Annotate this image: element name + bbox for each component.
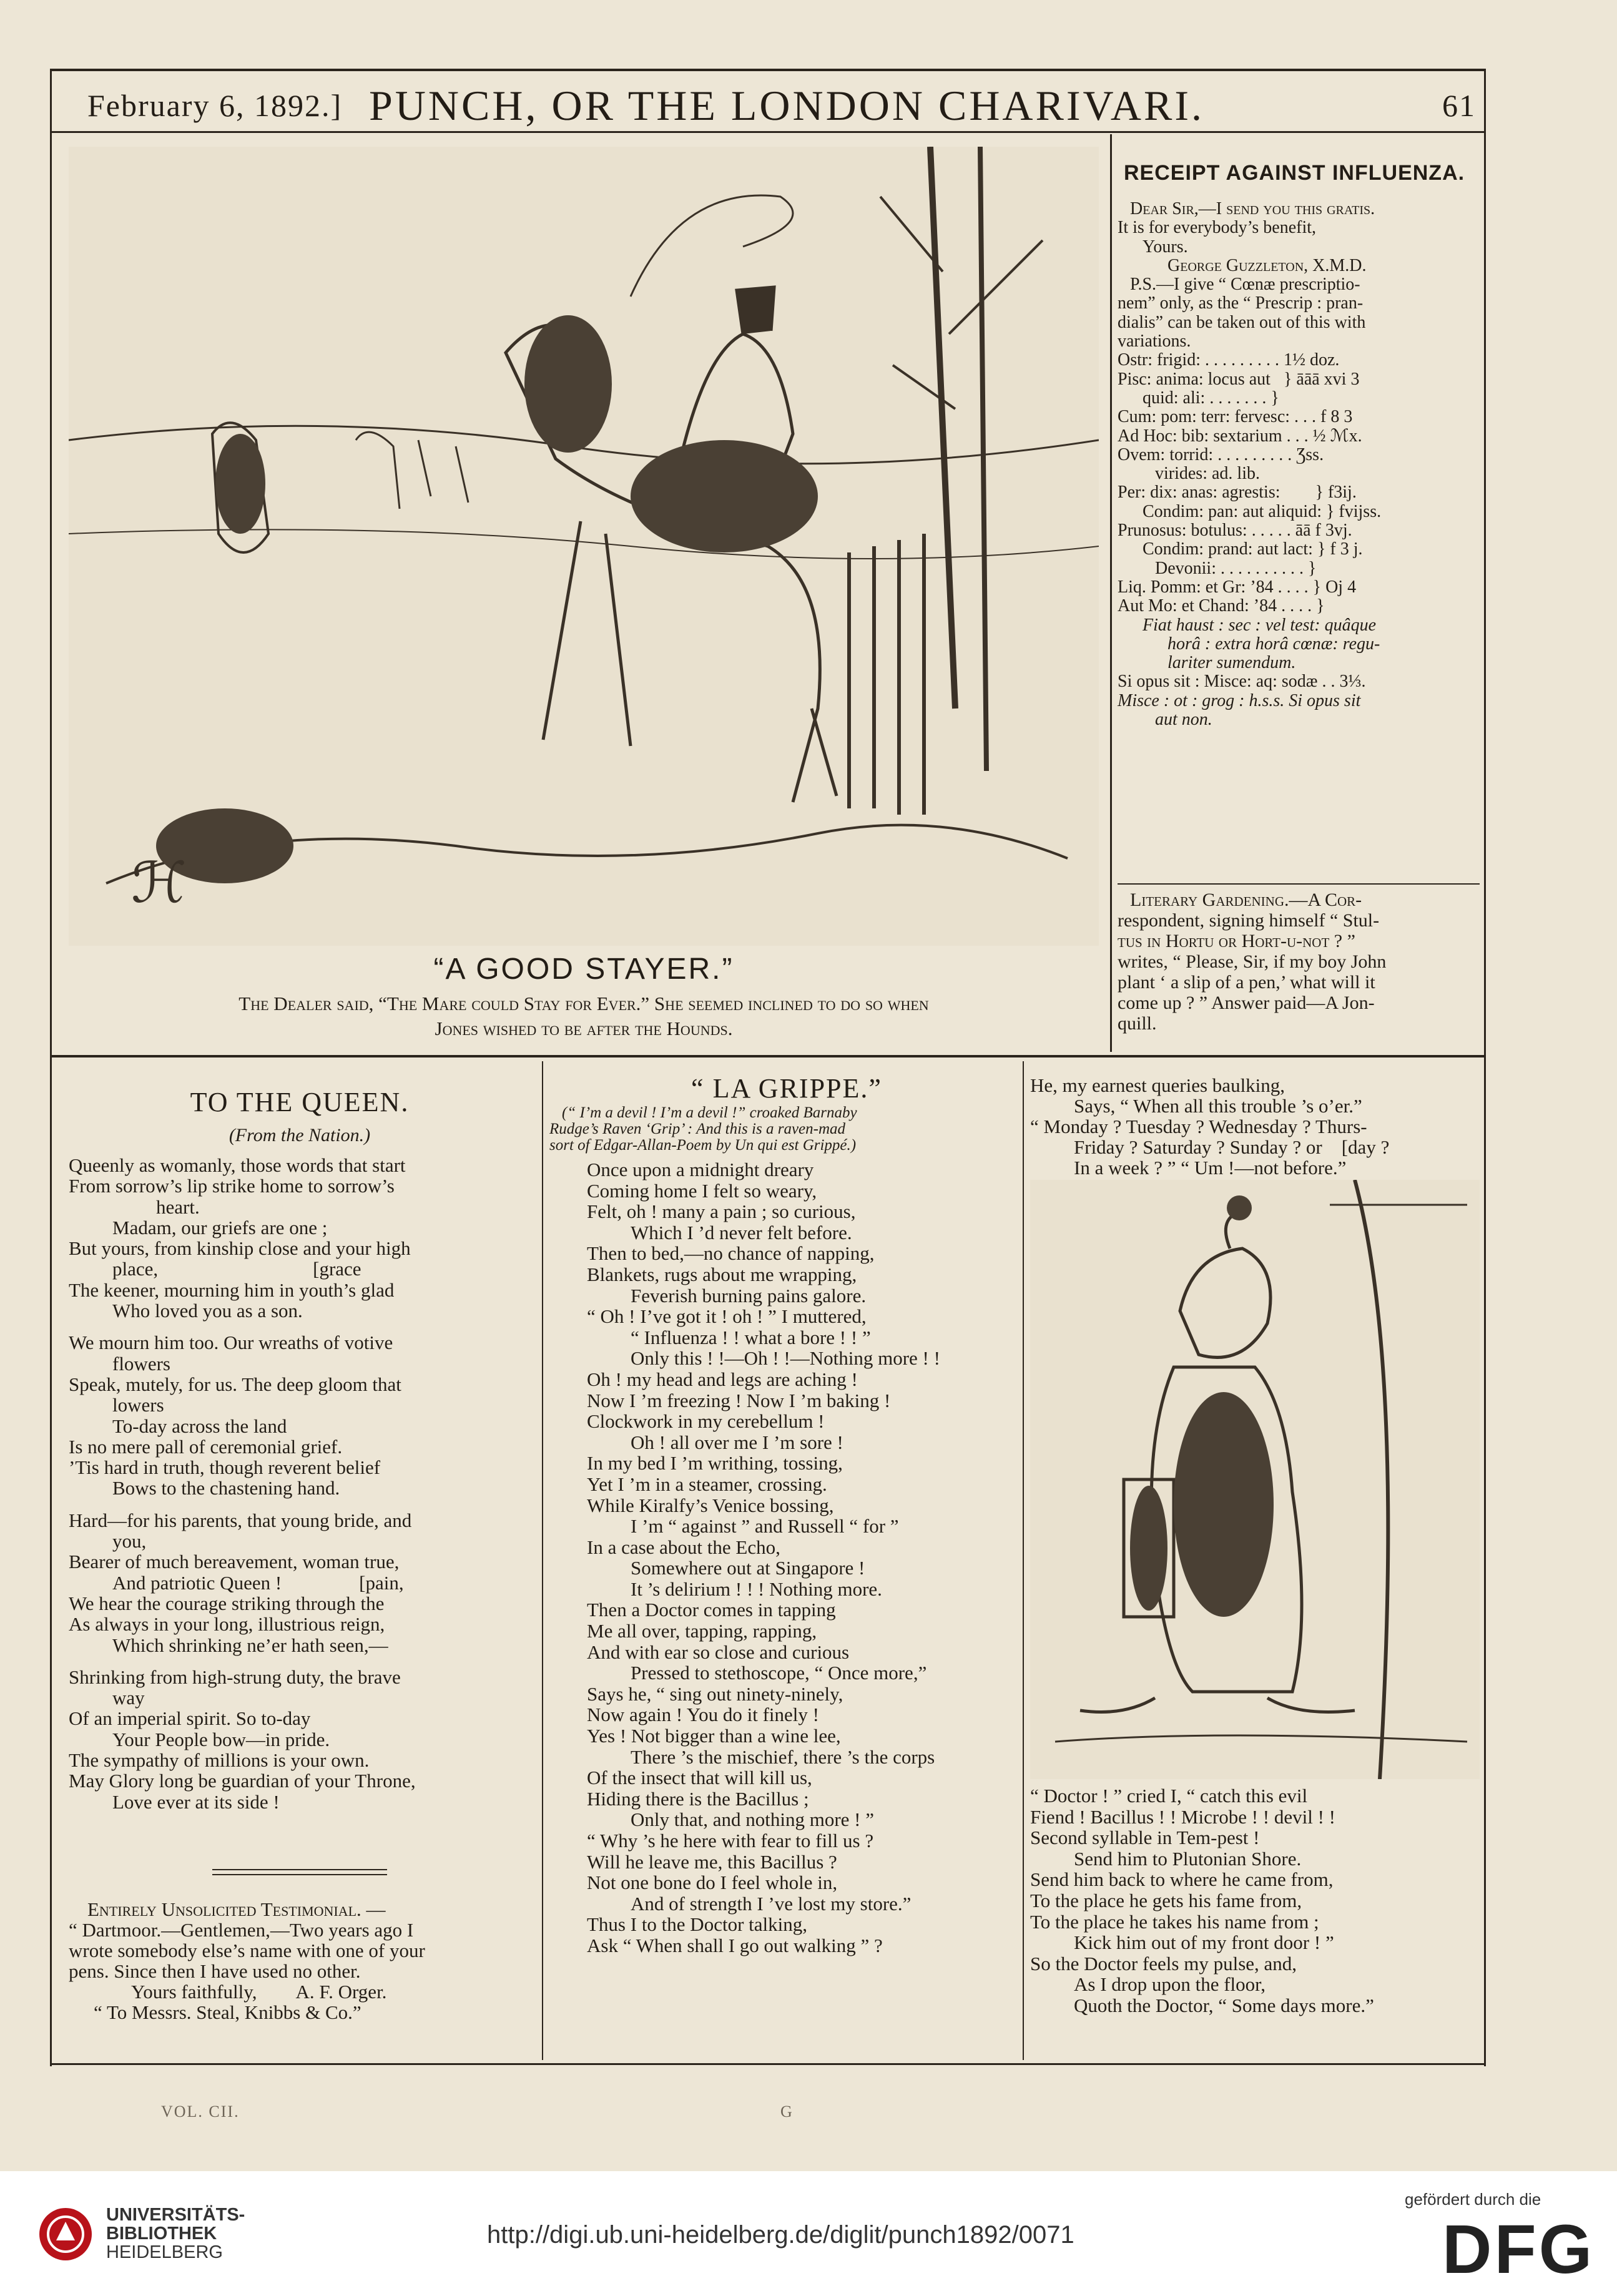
dfg-logo: DFG — [1442, 2211, 1595, 2288]
poem-line: It ’s delirium ! ! ! Nothing more. — [631, 1577, 882, 1600]
poem-line: Then a Doctor comes in tapping — [587, 1599, 836, 1621]
poem-line: Hard—for his parents, that young bride, and — [69, 1509, 412, 1531]
poem-line: Second syllable in Tem-pest ! — [1030, 1827, 1260, 1849]
library-name-line: UNIVERSITÄTS- — [106, 2205, 245, 2225]
poem-line: Once upon a midnight dreary — [587, 1159, 814, 1180]
grippe-continued-bottom — [1030, 1785, 1480, 2016]
testimonial-line: pens. Since then I have used no other. — [69, 1960, 361, 1982]
poem-line: Of an imperial spirit. So to-day — [69, 1707, 311, 1730]
poem-line: you, — [112, 1530, 147, 1553]
poem-line: In a week ? ” “ Um !—not before.” — [1074, 1157, 1347, 1179]
epigraph-line: sort of Edgar-Allan-Poem by Un qui est Grippé.) — [549, 1137, 857, 1154]
receipt-line: virides: ad. lib. — [1155, 464, 1260, 484]
receipt-line: Si opus sit : Misce: aq: sodæ . . 3⅓. — [1118, 672, 1366, 692]
receipt-line: Fiat haust : sec : vel test: quâque — [1143, 615, 1377, 635]
receipt-line: Ad Hoc: bib: sextarium . . . ½ ℳx. — [1118, 426, 1362, 446]
poem-line: “ Why ’s he here with fear to fill us ? — [587, 1830, 874, 1852]
literary-line: Literary Gardening.—A Cor- — [1130, 890, 1362, 910]
right-border — [1484, 69, 1486, 2066]
poem-line: Now again ! You do it finely ! — [587, 1704, 819, 1726]
poem-line: Yes ! Not bigger than a wine lee, — [587, 1725, 841, 1747]
poem-line: As always in your long, illustrious reign, — [69, 1613, 385, 1636]
poem-line: Says, “ When all this trouble ’s o’er.” — [1074, 1095, 1362, 1117]
divider-double-1 — [212, 1869, 387, 1870]
poem-line: He, my earnest queries baulking, — [1030, 1074, 1285, 1096]
poem-line: Speak, mutely, for us. The deep gloom that — [69, 1373, 401, 1395]
poem-line: Only this ! !—Oh ! !—Nothing more ! ! — [631, 1347, 940, 1370]
poem-line: Send him back to where he came from, — [1030, 1868, 1334, 1891]
poem-line: Friday ? Saturday ? Sunday ? or [day ? — [1074, 1136, 1390, 1158]
column-rule-top — [1110, 134, 1112, 1052]
poem-line: place, [grace — [112, 1258, 361, 1280]
poem-line: Bearer of much bereavement, woman true, — [69, 1551, 400, 1573]
poem-line: “ Doctor ! ” cried I, “ catch this evil — [1030, 1785, 1308, 1807]
patient-illustration — [1030, 1180, 1480, 1779]
bottom-rule — [50, 2063, 1486, 2065]
poem-line: To the place he takes his name from ; — [1030, 1910, 1319, 1933]
receipt-line: George Guzzleton, X.M.D. — [1167, 255, 1367, 275]
poem-line: Will he leave me, this Bacillus ? — [587, 1850, 837, 1873]
testimonial-line: Entirely Unsolicited Testimonial. — — [87, 1898, 386, 1920]
volume-mark: VOL. CII. — [161, 2102, 240, 2121]
poem-line: Who loved you as a son. — [112, 1300, 303, 1322]
receipt-line: Pisc: anima: locus aut } āāā xvi 3 — [1118, 369, 1360, 389]
funding-note: gefördert durch die — [1405, 2190, 1541, 2209]
library-name-line: HEIDELBERG — [106, 2242, 223, 2262]
poem-line: ’Tis hard in truth, though reverent belief — [69, 1456, 381, 1479]
left-border — [50, 69, 52, 2066]
issue-date: February 6, 1892.] — [87, 88, 343, 123]
stanza-break — [69, 1321, 531, 1332]
receipt-line: lariter sumendum. — [1167, 653, 1296, 673]
section-rule — [50, 1055, 1486, 1057]
receipt-line: Condim: pan: aut aliquid: } fvijss. — [1143, 501, 1382, 521]
source-url[interactable]: http://digi.ub.uni-heidelberg.de/diglit/punch1892/0071 — [487, 2221, 1074, 2249]
poem-line: “ Monday ? Tuesday ? Wednesday ? Thurs- — [1030, 1116, 1367, 1137]
page-number: 61 — [1442, 88, 1476, 123]
testimonial-line: Yours faithfully, A. F. Orger. — [131, 1981, 387, 2003]
poem-line: Pressed to stethoscope, “ Once more,” — [631, 1662, 927, 1684]
receipt-line: Ostr: frigid: . . . . . . . . . 1½ doz. — [1118, 350, 1340, 370]
receipt-line: Per: dix: anas: agrestis: } f3ij. — [1118, 483, 1357, 503]
stanza-break — [69, 1656, 531, 1667]
receipt-body — [1118, 200, 1480, 729]
poem-line: Which shrinking ne’er hath seen,— — [112, 1634, 388, 1656]
poem-line: I ’m “ against ” and Russell “ for ” — [631, 1515, 899, 1538]
sick-man-drawing — [1030, 1180, 1480, 1779]
poem-line: Thus I to the Doctor talking, — [587, 1913, 807, 1936]
poem-line: As I drop upon the floor, — [1074, 1973, 1266, 1996]
poem-line: The sympathy of millions is your own. — [69, 1749, 370, 1772]
poem-line: Felt, oh ! many a pain ; so curious, — [587, 1200, 856, 1223]
signature-mark: G — [780, 2102, 792, 2121]
poem-line: And of strength I ’ve lost my store.” — [631, 1892, 912, 1915]
poem-line: Ask “ When shall I go out walking ” ? — [587, 1934, 883, 1956]
poem-line: And patriotic Queen ! [pain, — [112, 1571, 404, 1594]
cartoon-illustration — [69, 147, 1099, 946]
queen-subtitle: (From the Nation.) — [229, 1125, 371, 1146]
column-rule-2 — [1023, 1061, 1024, 2060]
poem-line: And with ear so close and curious — [587, 1641, 850, 1663]
poem-line: Oh ! my head and legs are aching ! — [587, 1368, 858, 1390]
library-name-line: BIBLIOTHEK — [106, 2224, 217, 2244]
divider-double-2 — [212, 1874, 387, 1875]
receipt-line: aut non. — [1155, 710, 1212, 730]
horse-rider-drawing — [69, 147, 1099, 946]
receipt-line: horâ : extra horâ cœnæ: regu- — [1167, 634, 1380, 654]
receipt-line: Yours. — [1143, 237, 1188, 257]
receipt-divider — [1118, 883, 1480, 885]
receipt-line: Ovem: torrid: . . . . . . . . . Ʒss. — [1118, 444, 1324, 464]
poem-line: Hiding there is the Bacillus ; — [587, 1787, 809, 1810]
poem-line: lowers — [112, 1394, 164, 1416]
monogram-icon: ℋ — [131, 853, 187, 915]
university-seal-icon — [37, 2206, 94, 2262]
poem-line: Only that, and nothing more ! ” — [631, 1808, 874, 1831]
receipt-line: nem” only, as the “ Prescrip : pran- — [1118, 293, 1364, 313]
poem-line: Fiend ! Bacillus ! ! Microbe ! ! devil ! ! — [1030, 1805, 1335, 1828]
grippe-poem — [587, 1159, 1024, 1956]
poem-line: Then to bed,—no chance of napping, — [587, 1242, 875, 1265]
poem-line: Your People bow—in pride. — [112, 1728, 330, 1750]
grippe-epigraph — [549, 1105, 1024, 1154]
poem-line: Shrinking from high-strung duty, the brave — [69, 1666, 401, 1688]
literary-line: respondent, signing himself “ Stul- — [1118, 910, 1380, 931]
poem-line: In my bed I ’m writhing, tossing, — [587, 1452, 843, 1474]
epigraph-line: (“ I’m a devil ! I’m a devil !” croaked Barnaby — [562, 1104, 857, 1121]
library-footer — [0, 2171, 1617, 2296]
receipt-line: Condim: prand: aut lact: } f 3 j. — [1143, 539, 1363, 559]
cartoon-title: “A GOOD STAYER.” — [433, 953, 734, 986]
receipt-line: Devonii: . . . . . . . . . . } — [1155, 558, 1317, 578]
masthead-title: PUNCH, OR THE LONDON CHARIVARI. — [368, 82, 1204, 129]
poem-line: So the Doctor feels my pulse, and, — [1030, 1952, 1297, 1975]
poem-line: heart. — [156, 1195, 200, 1218]
poem-line: flowers — [112, 1352, 170, 1375]
grippe-continued-top — [1030, 1075, 1480, 1178]
testimonial-line: “ Dartmoor.—Gentlemen,—Two years ago I — [69, 1919, 414, 1941]
poem-line: Coming home I felt so weary, — [587, 1179, 817, 1202]
poem-line: Me all over, tapping, rapping, — [587, 1620, 817, 1642]
poem-line: Oh ! all over me I ’m sore ! — [631, 1431, 843, 1453]
poem-line: Somewhere out at Singapore ! — [631, 1557, 865, 1579]
top-border — [50, 69, 1486, 71]
receipt-line: It is for everybody’s benefit, — [1118, 218, 1317, 238]
receipt-line: Aut Mo: et Chand: ’84 . . . . } — [1118, 596, 1325, 616]
testimonial-line: “ To Messrs. Steal, Knibbs & Co.” — [94, 2001, 361, 2023]
stanza-break — [69, 1499, 531, 1510]
poem-line: We mourn him too. Our wreaths of votive — [69, 1332, 393, 1354]
receipt-line: Cum: pom: terr: fervesc: . . . f 8 3 — [1118, 407, 1353, 427]
poem-line: Bows to the chastening hand. — [112, 1477, 340, 1499]
poem-line: There ’s the mischief, there ’s the corps — [631, 1745, 935, 1768]
receipt-line: Liq. Pomm: et Gr: ’84 . . . . } Oj 4 — [1118, 577, 1357, 597]
cartoon-caption-line1: The Dealer said, “The Mare could Stay for Ever.” She seemed inclined to do so when — [238, 993, 929, 1014]
poem-line: Says he, “ sing out ninety-ninely, — [587, 1682, 843, 1705]
testimonial-line: wrote somebody else’s name with one of your — [69, 1940, 425, 1961]
poem-line: Love ever at its side ! — [112, 1790, 280, 1813]
poem-line: Clockwork in my cerebellum ! — [587, 1410, 825, 1433]
epigraph-line: Rudge’s Raven ‘Grip’ : And this is a raven-mad — [549, 1121, 846, 1137]
poem-line: Madam, our griefs are one ; — [112, 1216, 328, 1239]
queen-poem — [69, 1155, 531, 1812]
column-rule-1 — [542, 1061, 543, 2060]
literary-line: quill. — [1118, 1013, 1157, 1034]
poem-line: Feverish burning pains galore. — [631, 1284, 867, 1307]
poem-line: Now I ’m freezing ! Now I ’m baking ! — [587, 1389, 891, 1411]
literary-line: writes, “ Please, Sir, if my boy John — [1118, 951, 1387, 972]
receipt-line: dialis” can be taken out of this with — [1118, 312, 1366, 332]
literary-line: tus in Hortu or Hort-u-not ? ” — [1118, 931, 1355, 951]
poem-line: To the place he gets his fame from, — [1030, 1889, 1302, 1911]
poem-line: Which I ’d never felt before. — [631, 1221, 852, 1244]
queen-title: TO THE QUEEN. — [190, 1087, 410, 1117]
poem-line: Blankets, rugs about me wrapping, — [587, 1263, 857, 1285]
poem-line: Quoth the Doctor, “ Some days more.” — [1074, 1994, 1374, 2016]
poem-line: Kick him out of my front door ! ” — [1074, 1931, 1334, 1954]
testimonial — [69, 1899, 531, 2023]
poem-line: In a case about the Echo, — [587, 1536, 780, 1558]
poem-line: May Glory long be guardian of your Throne, — [69, 1770, 416, 1792]
literary-line: plant ‘ a slip of a pen,’ what will it — [1118, 972, 1375, 993]
poem-line: While Kiralfy’s Venice bossing, — [587, 1494, 834, 1516]
literary-gardening — [1118, 890, 1480, 1034]
library-name — [106, 2205, 245, 2262]
literary-line: come up ? ” Answer paid—A Jon- — [1118, 993, 1375, 1013]
poem-line: Is no mere pall of ceremonial grief. — [69, 1435, 343, 1458]
receipt-line: Prunosus: botulus: . . . . . āā f 3vj. — [1118, 521, 1352, 541]
poem-line: Of the insect that will kill us, — [587, 1767, 812, 1789]
poem-line: To-day across the land — [112, 1415, 287, 1437]
header-rule — [50, 131, 1486, 133]
poem-line: “ Oh ! I’ve got it ! oh ! ” I muttered, — [587, 1305, 867, 1328]
cartoon-caption-line2: Jones wished to be after the Hounds. — [435, 1018, 733, 1039]
poem-line: way — [112, 1687, 145, 1709]
receipt-heading: RECEIPT AGAINST INFLUENZA. — [1124, 161, 1465, 185]
receipt-line: variations. — [1118, 331, 1191, 351]
grippe-title: “ LA GRIPPE.” — [691, 1073, 882, 1104]
receipt-line: Misce : ot : grog : h.s.s. Si opus sit — [1118, 690, 1361, 710]
poem-line: Send him to Plutonian Shore. — [1074, 1847, 1302, 1870]
poem-line: Queenly as womanly, those words that start — [69, 1154, 406, 1176]
poem-line: We hear the courage striking through the — [69, 1592, 385, 1614]
receipt-line: Dear Sir,—I send you this gratis. — [1130, 199, 1375, 218]
poem-line: But yours, from kinship close and your high — [69, 1237, 411, 1260]
poem-line: “ Influenza ! ! what a bore ! ! ” — [631, 1326, 871, 1348]
poem-line: Yet I ’m in a steamer, crossing. — [587, 1473, 827, 1495]
poem-line: From sorrow’s lip strike home to sorrow’s — [69, 1175, 395, 1197]
receipt-line: P.S.—I give “ Cœnæ prescriptio- — [1130, 275, 1360, 295]
receipt-line: quid: ali: . . . . . . . } — [1143, 388, 1279, 408]
poem-line: The keener, mourning him in youth’s glad — [69, 1278, 395, 1301]
poem-line: Not one bone do I feel whole in, — [587, 1872, 838, 1894]
